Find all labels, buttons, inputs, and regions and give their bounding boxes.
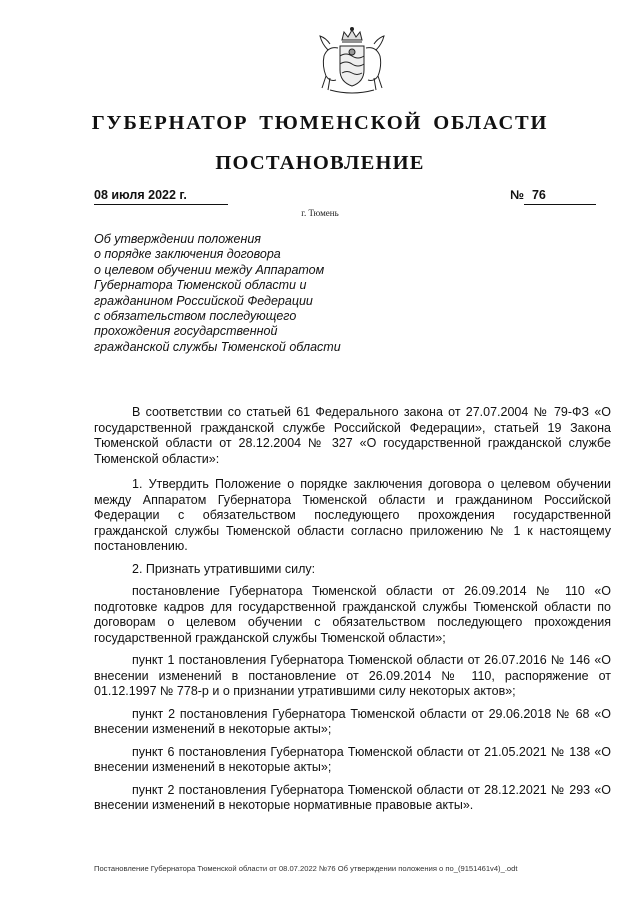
repeal-paragraph: постановление Губернатора Тюменской области от 26.09.2014 № 110 «О подготовке кадров для государственной гражданской службы Тюменской области по договорам о целевом обучении с обязательством последующего прохождения государственной гражданской службы Тюменской области»; <box>94 584 611 645</box>
item-2-paragraph: 2. Признать утратившими силу: <box>132 561 316 576</box>
document-date: 08 июля 2022 г. <box>94 188 228 205</box>
repeal-paragraph: пункт 6 постановления Губернатора Тюменской области от 21.05.2021 № 138 «О внесении изменений в некоторые акты»; <box>94 744 611 774</box>
repeal-paragraph: пункт 1 постановления Губернатора Тюменской области от 26.07.2016 № 146 «О внесении изменений в постановление от 26.09.2014 № 110, распоряжение от 01.12.1997 № 778-р и о признании утратившими силу некоторых актов»; <box>94 653 611 698</box>
document-type: ПОСТАНОВЛЕНИЕ <box>215 152 425 174</box>
subject-line: Об утверждении положения <box>94 232 261 246</box>
document-body <box>94 405 611 821</box>
document-subject <box>94 232 394 355</box>
document-number <box>510 188 604 205</box>
subject-line: о порядке заключения договора <box>94 247 281 262</box>
preamble-paragraph: В соответствии со статьей 61 Федерального закона от 27.07.2004 № 79-ФЗ «О государственной гражданской службе Российской Федерации», статьей 19 Закона Тюменской области от 28.12.2004 № 327 «О государственной гражданской службе Тюменской области»: <box>94 405 611 466</box>
subject-line: гражданином Российской Федерации <box>94 293 313 308</box>
city-label: г. Тюмень <box>301 208 339 218</box>
item-1-paragraph: 1. Утвердить Положение о порядке заключения договора о целевом обучении между Аппаратом Губернатора Тюменской области и гражданином Российской Федерации с обязательством последующего прохождения государственной гражданской службы Тюменской области согласно приложению № 1 к настоящему постановлению. <box>94 477 611 553</box>
subject-line: гражданской службы Тюменской области <box>94 339 341 354</box>
subject-line: Губернатора Тюменской области и <box>94 278 307 293</box>
authority-title: ГУБЕРНАТОР ТЮМЕНСКОЙ ОБЛАСТИ <box>91 112 549 134</box>
repeal-paragraph: пункт 2 постановления Губернатора Тюменской области от 28.12.2021 № 293 «О внесении изменений в некоторые нормативные правовые акты». <box>94 782 611 812</box>
subject-line: о целевом обучении между Аппаратом <box>94 262 325 277</box>
subject-line: с обязательством последующего <box>94 309 297 324</box>
document-footer: Постановление Губернатора Тюменской области от 08.07.2022 №76 Об утверждении положения о по_(9151461v4)_.odt <box>94 864 518 873</box>
number-value: 76 <box>524 188 596 205</box>
number-label: № <box>510 188 524 202</box>
repeal-paragraph: пункт 2 постановления Губернатора Тюменской области от 29.06.2018 № 68 «О внесении изменений в некоторые акты»; <box>94 706 611 736</box>
subject-line: прохождения государственной <box>94 324 278 339</box>
coat-of-arms-icon <box>312 26 392 98</box>
